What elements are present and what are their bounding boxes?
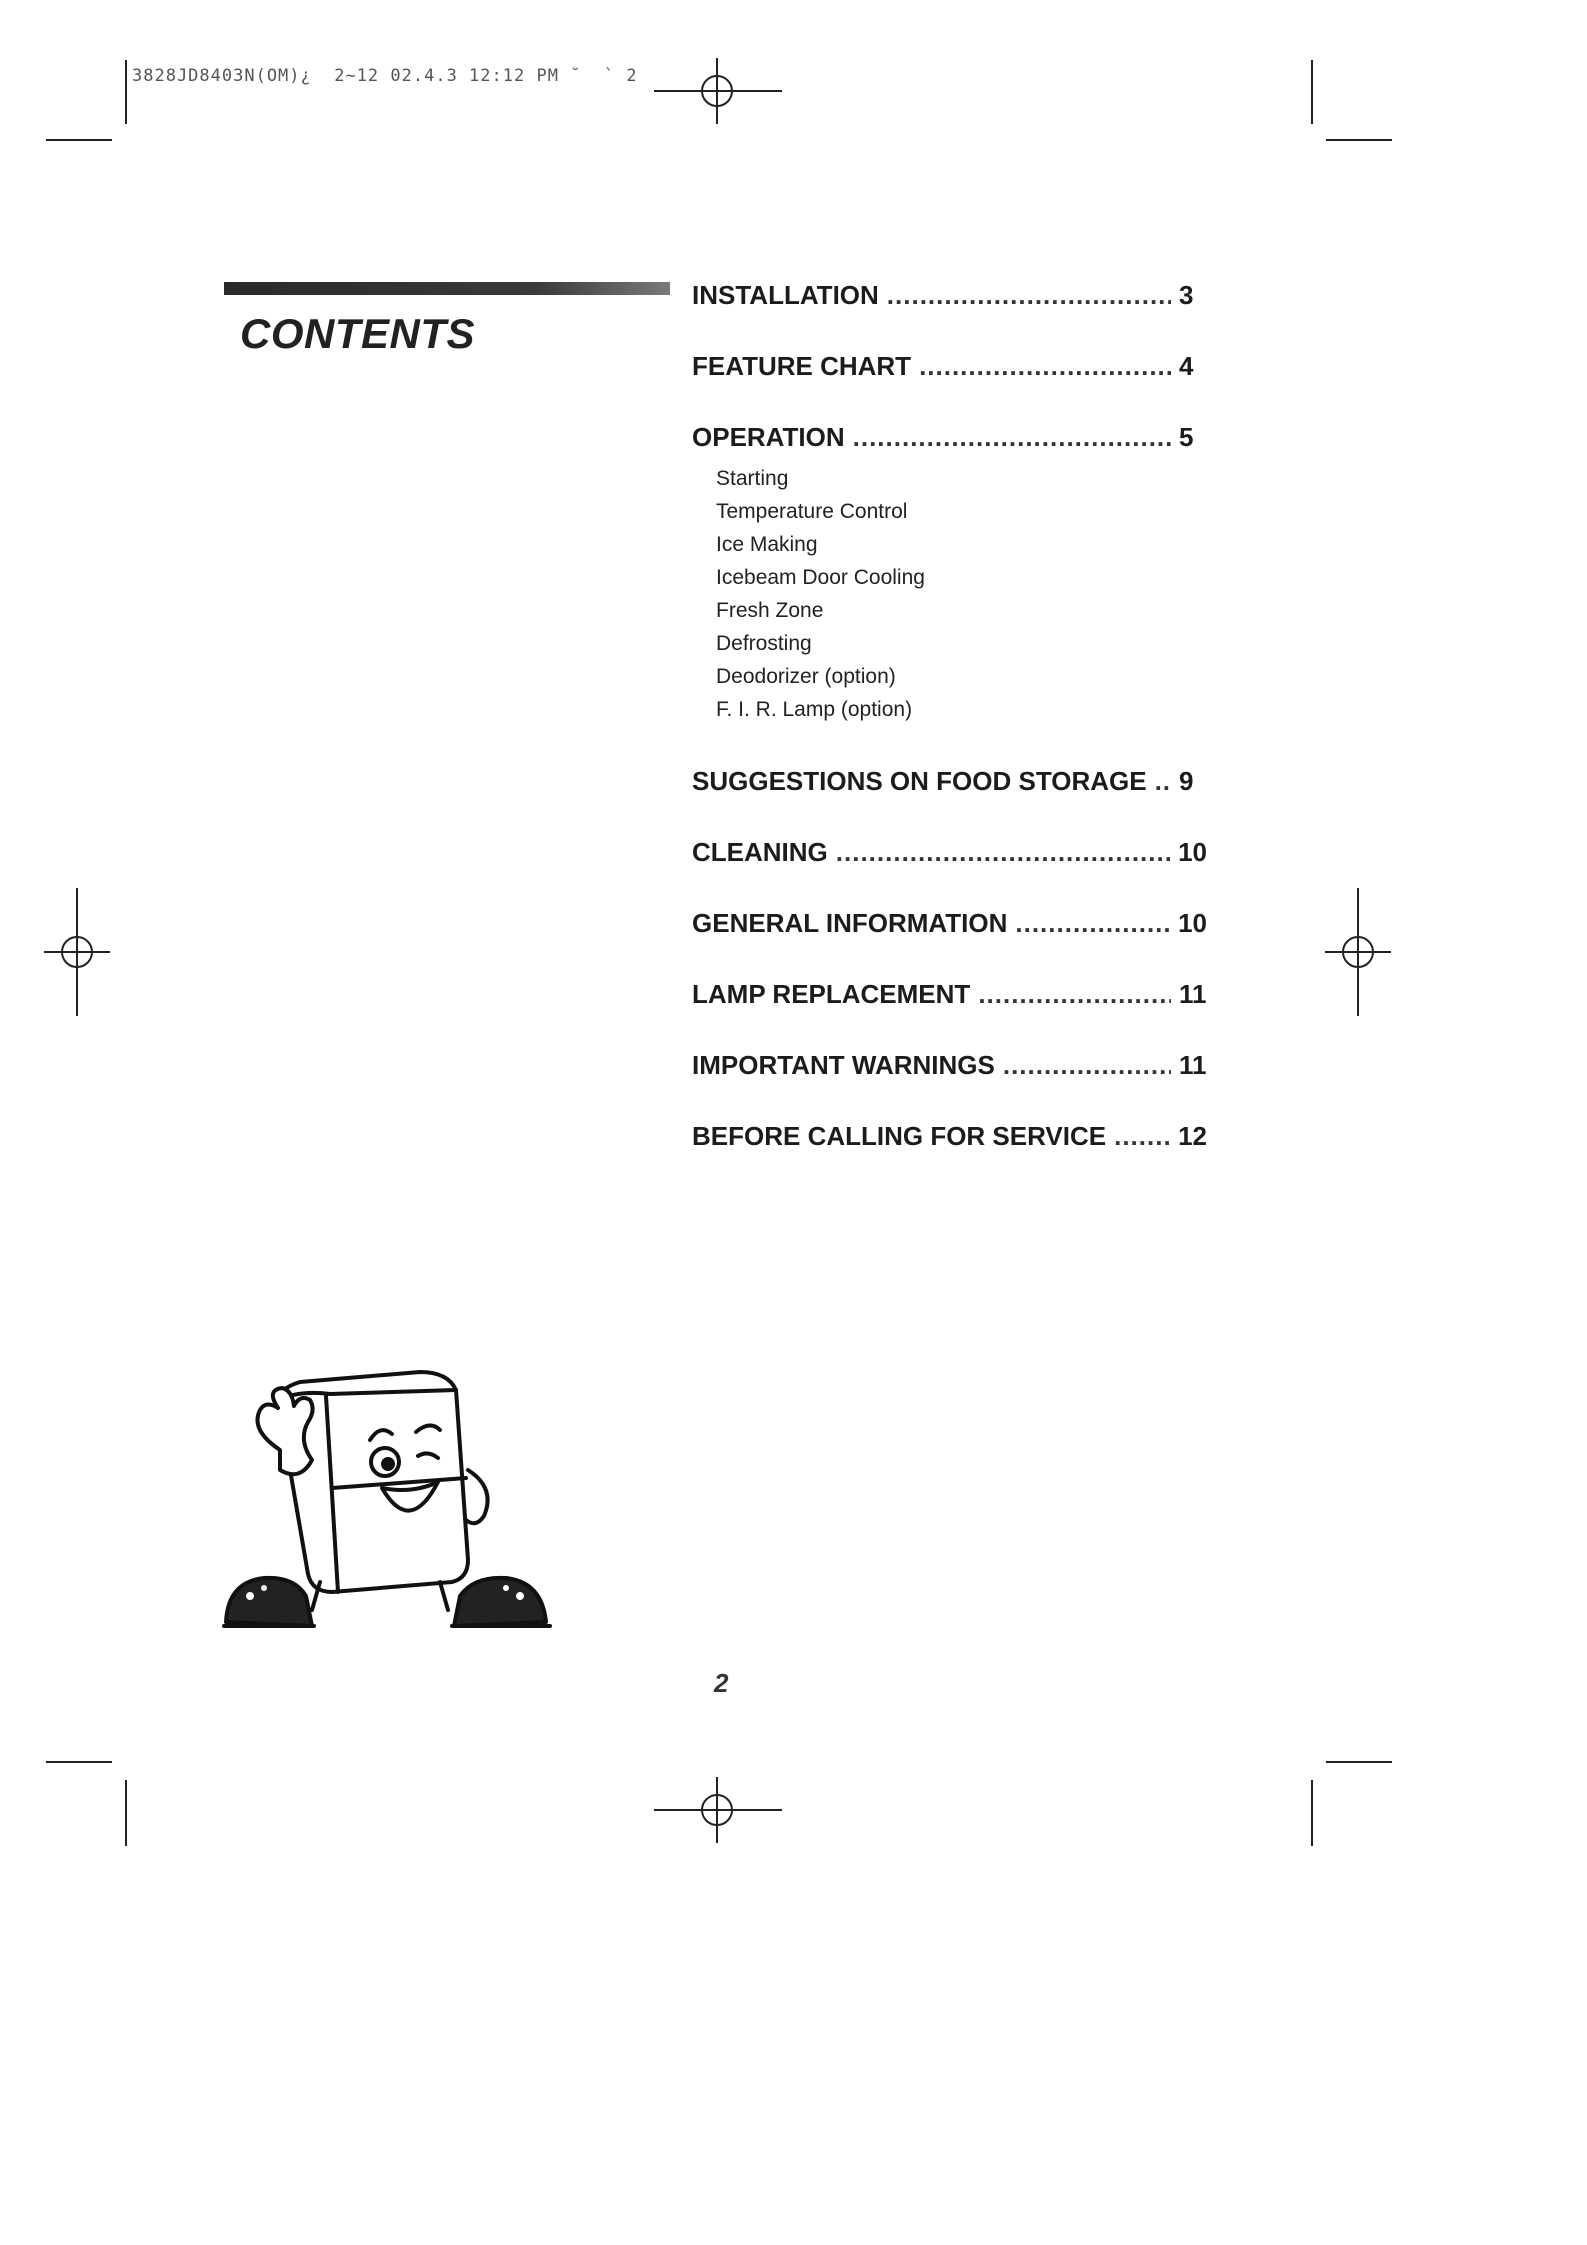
subitem-temperature-control[interactable]: Temperature Control bbox=[716, 500, 908, 523]
toc-label: SUGGESTIONS ON FOOD STORAGE bbox=[692, 766, 1147, 796]
subitem-defrosting[interactable]: Defrosting bbox=[716, 632, 812, 655]
subitem-starting[interactable]: Starting bbox=[716, 467, 789, 490]
subitem-icebeam-door-cooling[interactable]: Icebeam Door Cooling bbox=[716, 566, 925, 589]
toc-entry-important-warnings[interactable] bbox=[692, 1050, 1207, 1086]
toc-leader bbox=[1114, 1121, 1170, 1152]
registration-target-top bbox=[654, 58, 782, 124]
toc-page: 9 bbox=[1179, 766, 1194, 796]
registration-target-left bbox=[44, 888, 110, 1016]
toc-page: 3 bbox=[1179, 280, 1194, 310]
toc-label: IMPORTANT WARNINGS bbox=[692, 1050, 995, 1080]
toc-leader bbox=[836, 837, 1170, 868]
operation-subitems bbox=[716, 462, 925, 726]
toc-leader bbox=[1155, 766, 1171, 797]
toc-entry-food-storage[interactable] bbox=[692, 766, 1207, 802]
toc-entry-installation[interactable] bbox=[692, 280, 1207, 316]
toc-page: 5 bbox=[1179, 422, 1194, 452]
toc-page: 10 bbox=[1178, 837, 1207, 867]
toc-page: 4 bbox=[1179, 351, 1194, 381]
registration-target-right bbox=[1325, 888, 1391, 1016]
toc-entry-operation[interactable] bbox=[692, 422, 1207, 458]
toc-leader bbox=[919, 351, 1171, 382]
page-title: CONTENTS bbox=[240, 310, 475, 357]
toc-page: 11 bbox=[1179, 979, 1207, 1009]
toc-leader bbox=[853, 422, 1171, 453]
toc-leader bbox=[1015, 908, 1170, 939]
toc-label: CLEANING bbox=[692, 837, 828, 867]
subitem-ice-making[interactable]: Ice Making bbox=[716, 533, 818, 556]
toc-page: 11 bbox=[1179, 1050, 1207, 1080]
registration-target-bottom bbox=[654, 1777, 782, 1843]
toc-entry-lamp-replacement[interactable] bbox=[692, 979, 1207, 1015]
print-slug: 3828JD8403N(OM)¿ 2~12 02.4.3 12:12 PM ˘ ` 2 bbox=[132, 66, 638, 86]
toc-leader bbox=[978, 979, 1171, 1010]
page-number: 2 bbox=[714, 1668, 729, 1698]
subitem-fir-lamp[interactable]: F. I. R. Lamp (option) bbox=[716, 698, 913, 721]
refrigerator-mascot-icon bbox=[220, 1360, 560, 1640]
toc-leader bbox=[887, 280, 1171, 311]
toc-label: FEATURE CHART bbox=[692, 351, 912, 381]
toc-entry-cleaning[interactable] bbox=[692, 837, 1207, 873]
toc-label: BEFORE CALLING FOR SERVICE bbox=[692, 1121, 1107, 1151]
toc-page: 12 bbox=[1178, 1121, 1207, 1151]
toc-leader bbox=[1003, 1050, 1171, 1081]
toc-label: OPERATION bbox=[692, 422, 845, 452]
toc-label: GENERAL INFORMATION bbox=[692, 908, 1008, 938]
toc-entry-before-calling-service[interactable] bbox=[692, 1121, 1207, 1157]
subitem-deodorizer[interactable]: Deodorizer (option) bbox=[716, 665, 896, 688]
toc-entry-general-information[interactable] bbox=[692, 908, 1207, 944]
toc-label: LAMP REPLACEMENT bbox=[692, 979, 971, 1009]
toc-page: 10 bbox=[1178, 908, 1207, 938]
toc-label: INSTALLATION bbox=[692, 280, 879, 310]
subitem-fresh-zone[interactable]: Fresh Zone bbox=[716, 599, 824, 622]
heading-rule bbox=[224, 282, 670, 295]
toc-entry-feature-chart[interactable] bbox=[692, 351, 1207, 387]
